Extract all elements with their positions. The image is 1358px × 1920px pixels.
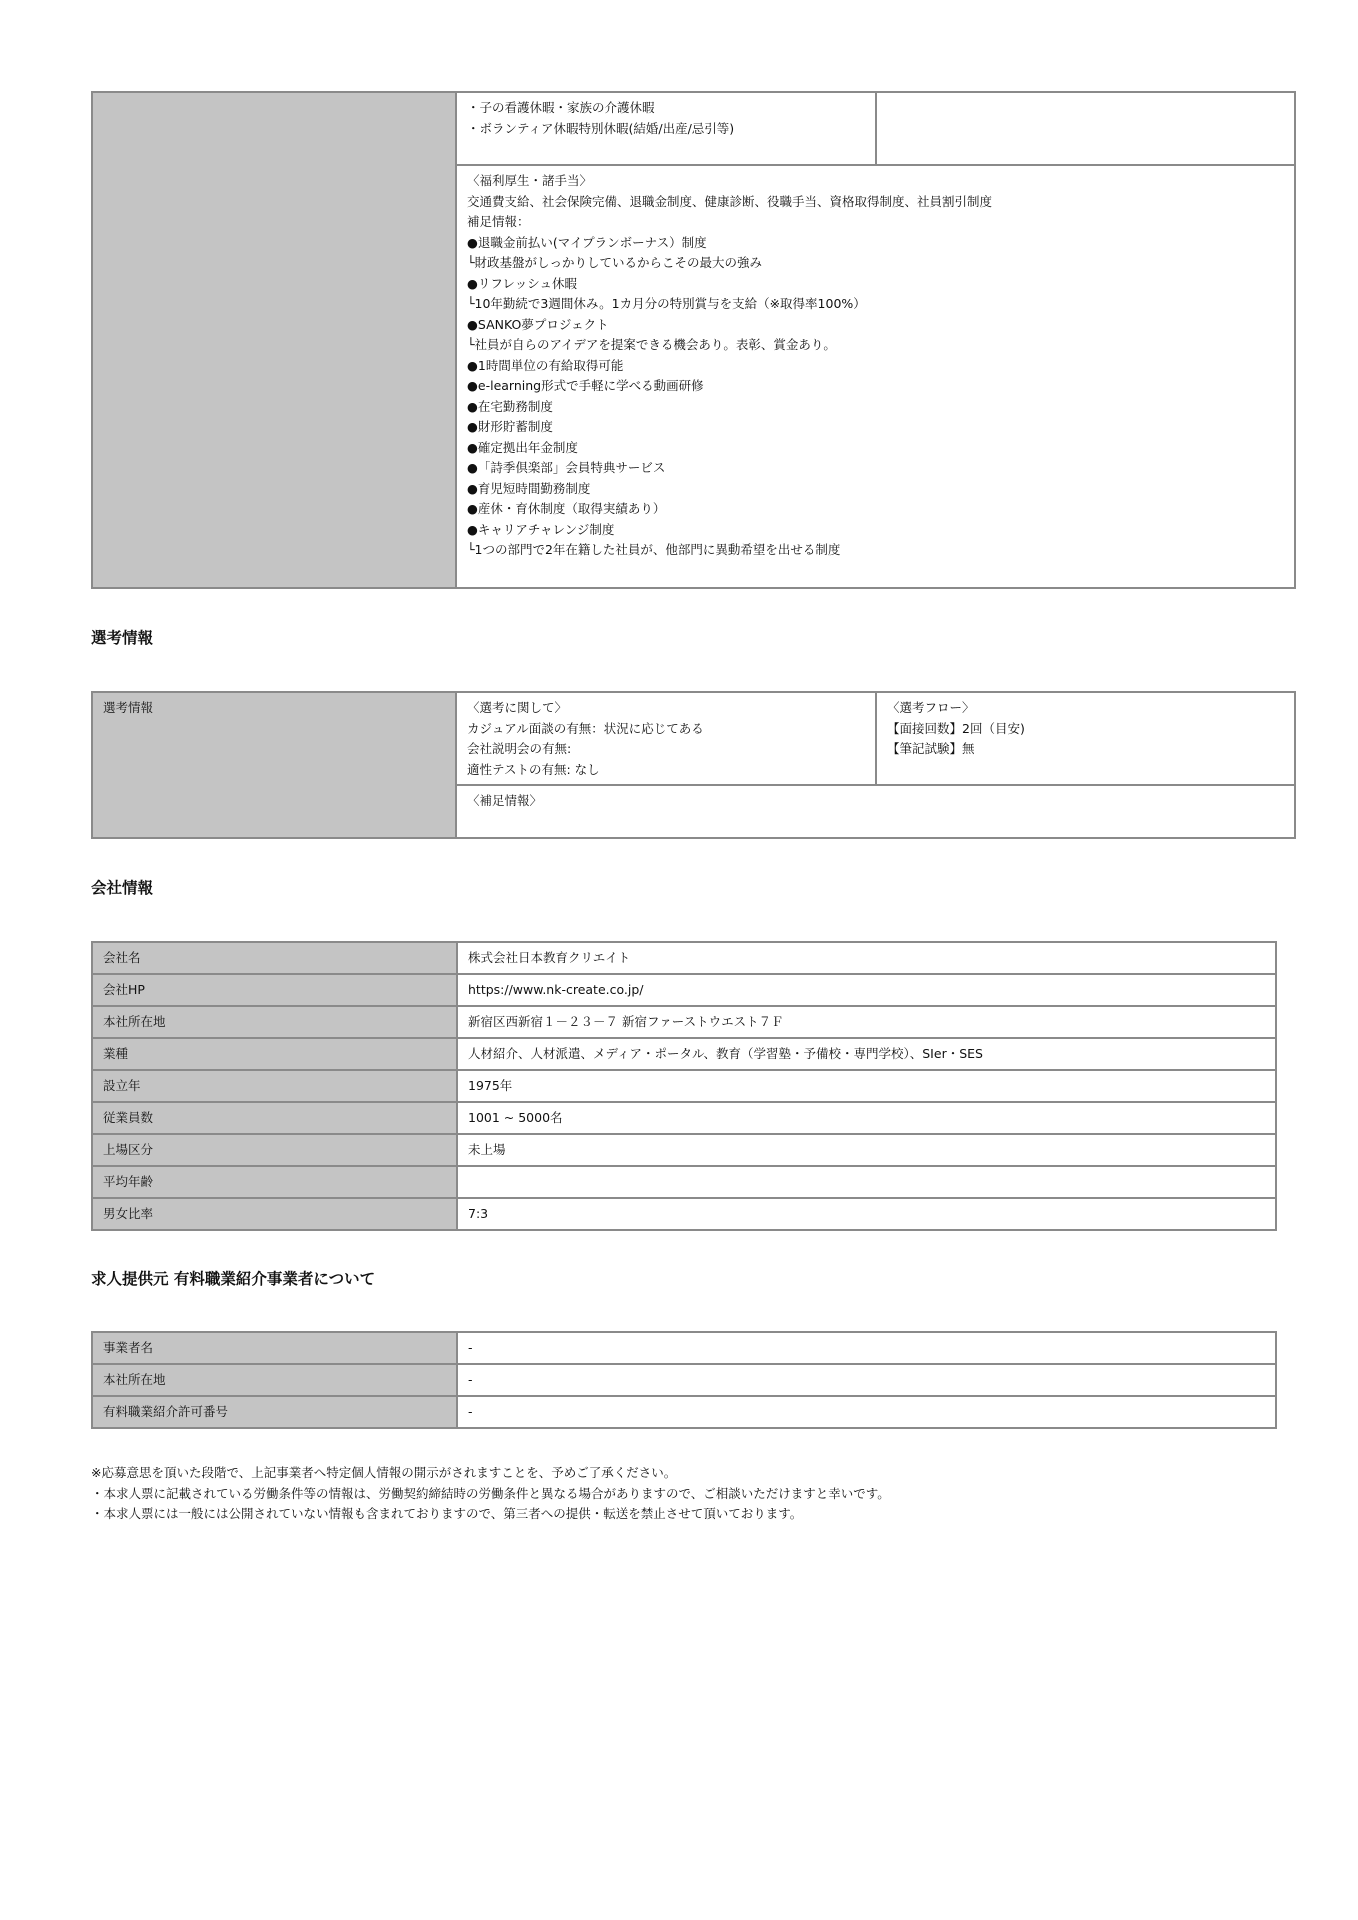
table-row: [92, 1070, 1276, 1102]
agency-value: -: [457, 1364, 1276, 1396]
selection-flow-line: 〈選考フロー〉: [887, 700, 975, 715]
company-value: 未上場: [457, 1134, 1276, 1166]
company-value: [457, 1166, 1276, 1198]
selection-about-line: 〈選考に関して〉: [467, 700, 568, 715]
table-row: [92, 1166, 1276, 1198]
company-label: 設立年: [92, 1070, 457, 1102]
table-row: [92, 1364, 1276, 1396]
agency-label: 有料職業紹介許可番号: [92, 1396, 457, 1428]
company-value: 株式会社日本教育クリエイト: [457, 942, 1276, 974]
table-row: [92, 1102, 1276, 1134]
company-label: 上場区分: [92, 1134, 457, 1166]
table-row: [92, 1038, 1276, 1070]
agency-value: -: [457, 1332, 1276, 1364]
company-label: 従業員数: [92, 1102, 457, 1134]
selection-about-line: カジュアル面談の有無：状況に応じてある: [467, 720, 704, 736]
table-row: [92, 1198, 1276, 1230]
welfare-line: └財政基盤がしっかりしているからこその最大の強み: [467, 255, 763, 270]
welfare-line: 〈福利厚生・諸手当〉: [467, 173, 593, 188]
table-row: [92, 1332, 1276, 1364]
company-label: 会社HP: [92, 974, 457, 1006]
table-row: [92, 1134, 1276, 1166]
agency-table: [91, 1331, 1277, 1429]
company-value: https://www.nk-create.co.jp/: [457, 974, 1276, 1006]
welfare-line: ●「詩季倶楽部」会員特典サービス: [467, 460, 666, 475]
leave-cell: [457, 93, 877, 166]
selection-table: [91, 691, 1296, 839]
empty-cell: [877, 93, 1294, 166]
welfare-line: 補足情報：: [467, 214, 530, 229]
company-label: 会社名: [92, 942, 457, 974]
company-value: 新宿区西新宿１－２３－７ 新宿ファーストウエスト７Ｆ: [457, 1006, 1276, 1038]
selection-supplement: 〈補足情報〉: [467, 793, 543, 808]
company-label: 男女比率: [92, 1198, 457, 1230]
benefits-label-cell: [93, 93, 457, 587]
table-row: [92, 1396, 1276, 1428]
welfare-line: ●財形貯蓄制度: [467, 419, 553, 434]
selection-about-cell: [457, 693, 877, 786]
selection-flow-line: 【筆記試験】無: [887, 741, 975, 756]
leave-line: ・子の看護休暇・家族の介護休暇: [467, 100, 655, 115]
company-value: 1001 ~ 5000名: [457, 1102, 1276, 1134]
welfare-cell: [457, 166, 1294, 587]
selection-flow-line: 【面接回数】2回（目安): [887, 720, 1025, 736]
leave-line: ・ボランティア休暇特別休暇(結婚/出産/忌引等): [467, 120, 735, 136]
selection-label: 選考情報: [103, 700, 154, 715]
welfare-line: └1つの部門で2年在籍した社員が、他部門に異動希望を出せる制度: [467, 542, 841, 557]
company-label: 業種: [92, 1038, 457, 1070]
welfare-line: ●1時間単位の有給取得可能: [467, 357, 624, 373]
welfare-line: ●産休・育休制度（取得実績あり）: [467, 501, 666, 516]
welfare-line: ●退職金前払い(マイプランボーナス）制度: [467, 234, 707, 250]
company-label: 平均年齢: [92, 1166, 457, 1198]
selection-label-cell: [93, 693, 457, 837]
welfare-line: └10年勤続で3週間休み。1カ月分の特別賞与を支給（※取得率100%）: [467, 296, 866, 311]
company-value: 7:3: [457, 1198, 1276, 1230]
welfare-line: ●SANKO夢プロジェクト: [467, 316, 609, 332]
welfare-line: ●キャリアチャレンジ制度: [467, 521, 615, 537]
footer-notes: [91, 1463, 890, 1525]
selection-about-line: 会社説明会の有無:: [467, 741, 572, 756]
company-label: 本社所在地: [92, 1006, 457, 1038]
selection-flow-cell: [877, 693, 1294, 786]
selection-heading: 選考情報: [91, 629, 154, 647]
company-table: [91, 941, 1277, 1231]
note-line: ・本求人票に記載されている労働条件等の情報は、労働契約締結時の労働条件と異なる場合がありますので、ご相談いただけますと幸いです。: [91, 1485, 890, 1501]
agency-value: -: [457, 1396, 1276, 1428]
welfare-line: ●リフレッシュ休暇: [467, 275, 578, 291]
table-row: [92, 942, 1276, 974]
company-value: 1975年: [457, 1070, 1276, 1102]
note-line: ・本求人票には一般には公開されていない情報も含まれておりますので、第三者への提供・転送を禁止させて頂いております。: [91, 1506, 803, 1521]
agency-heading: 求人提供元 有料職業紹介事業者について: [91, 1270, 376, 1288]
company-heading: 会社情報: [91, 879, 154, 897]
welfare-line: ●確定拠出年金制度: [467, 439, 578, 455]
welfare-line: └社員が自らのアイデアを提案できる機会あり。表彰、賞金あり。: [467, 337, 836, 352]
table-row: [92, 974, 1276, 1006]
welfare-line: ●育児短時間勤務制度: [467, 480, 591, 496]
welfare-line: 交通費支給、社会保険完備、退職金制度、健康診断、役職手当、資格取得制度、社員割引制度: [467, 193, 993, 209]
agency-label: 事業者名: [92, 1332, 457, 1364]
benefits-table: [91, 91, 1296, 589]
welfare-line: ●在宅勤務制度: [467, 398, 553, 414]
welfare-line: ●e-learning形式で手軽に学べる動画研修: [467, 378, 704, 393]
selection-about-line: 適性テストの有無: なし: [467, 761, 600, 777]
note-line: ※応募意思を頂いた段階で、上記事業者へ特定個人情報の開示がされますことを、予めご了承ください。: [91, 1465, 677, 1480]
selection-supplement-cell: [457, 786, 1294, 837]
agency-label: 本社所在地: [92, 1364, 457, 1396]
table-row: [92, 1006, 1276, 1038]
company-value: 人材紹介、人材派遣、メディア・ポータル、教育（学習塾・予備校・専門学校）、SIer・SES: [457, 1038, 1276, 1070]
